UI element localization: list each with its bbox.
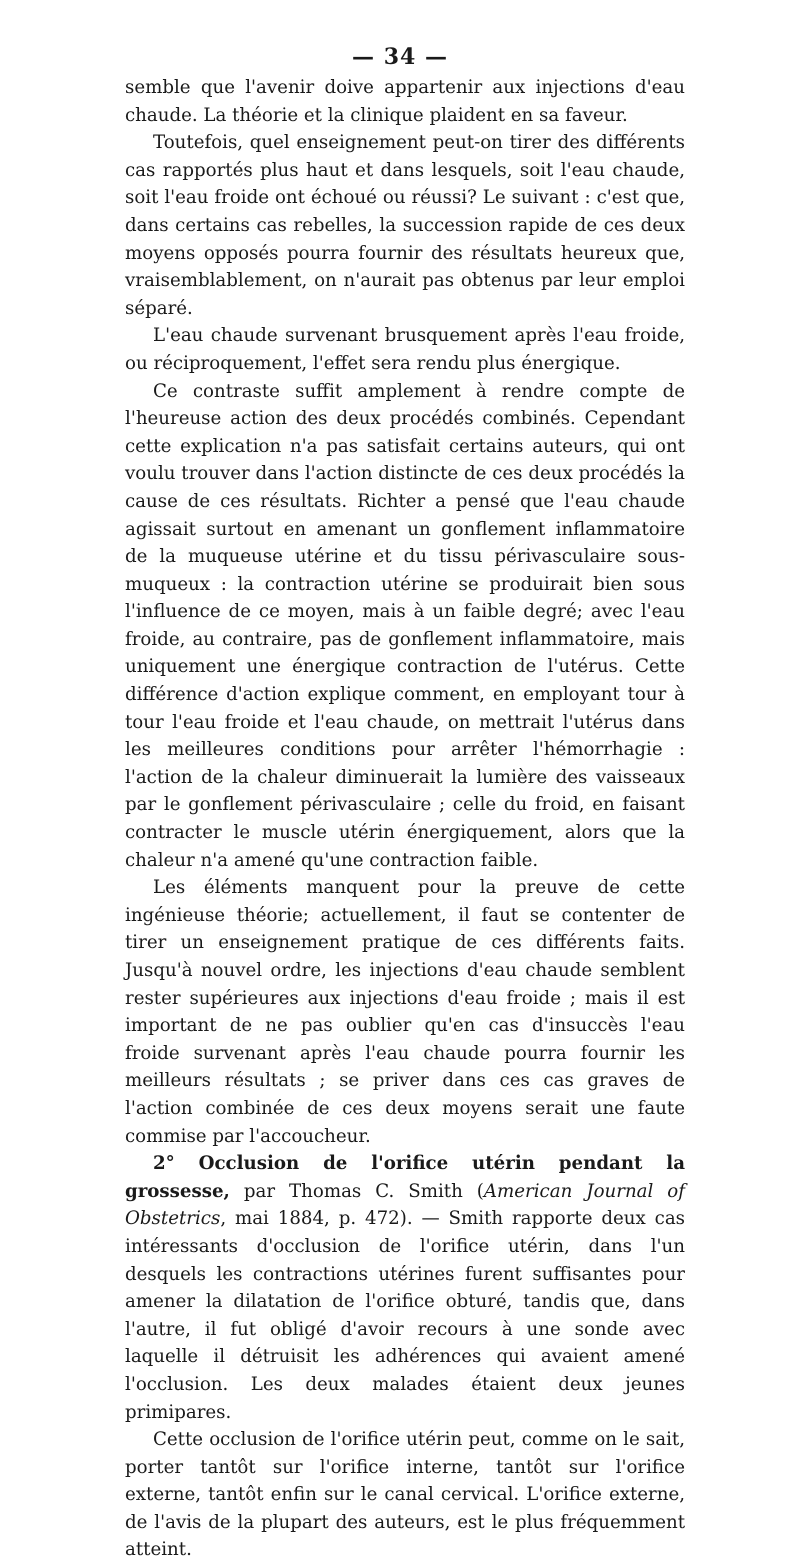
section-text: , mai 1884, p. 472). — Smith rapporte deux cas intéressants d'occlusion de l'orifice utérin, dans l'un desquels les contractions utérines furent suffisantes pour amener la dilatation de l'orifice obturé, tandis que, dans l'autre, il fut obligé d'avoir recours à une sonde avec laquelle il détruisit les adhérences qui avaient amené l'occlusion. Les deux malades étaient deux jeunes primipares.: [125, 1208, 685, 1423]
paragraph: Ce contraste suffit amplement à rendre compte de l'heureuse action des deux procédés combinés. Cependant cette explication n'a pas satisfait certains auteurs, qui ont voulu trouver dans l'action distincte de ces deux procédés la cause de ces résultats. Richter a pensé que l'eau chaude agissait surtout en amenant un gonflement inflammatoire de la muqueuse utérine et du tissu périvasculaire sous-muqueux : la contraction utérine se produirait bien sous l'influence de ce moyen, mais à un faible degré; avec l'eau froide, au contraire, pas de gonflement inflammatoire, mais uniquement une énergique contraction de l'utérus. Cette différence d'action explique comment, en employant tour à tour l'eau froide et l'eau chaude, on mettrait l'utérus dans les meilleures conditions pour arrêter l'hémorrhagie : l'action de la chaleur diminuerait la lumière des vaisseaux par le gonflement périvasculaire ; celle du froid, en faisant contracter le muscle utérin énergiquement, alors que la chaleur n'a amené qu'une contraction faible.: [125, 380, 685, 871]
section-author: par Thomas C. Smith (: [229, 1180, 484, 1202]
paragraph: L'eau chaude survenant brusquement après l'eau froide, ou réciproquement, l'effet sera rendu plus énergique.: [125, 325, 685, 374]
section-paragraph: [125, 1150, 685, 1426]
paragraph: Toutefois, quel enseignement peut-on tirer des différents cas rapportés plus haut et dans lesquels, soit l'eau chaude, soit l'eau froide ont échoué ou réussi? Le suivant : c'est que, dans certains cas rebelles, la succession rapide de ces deux moyens opposés pourra fournir des résultats heureux que, vraisemblablement, on n'aurait pas obtenus par leur emploi séparé.: [125, 132, 685, 319]
section-title: 2° Occlusion de l'orifice utérin pendant la grossesse,: [125, 1153, 685, 1202]
paragraph: semble que l'avenir doive appartenir aux injections d'eau chaude. La théorie et la clinique plaident en sa faveur.: [125, 77, 685, 126]
body-text: [125, 74, 685, 1564]
paragraph: Les éléments manquent pour la preuve de cette ingénieuse théorie; actuellement, il faut se contenter de tirer un enseignement pratique de ces différents faits. Jusqu'à nouvel ordre, les injections d'eau chaude semblent rester supérieures aux injections d'eau froide ; mais il est important de ne pas oublier qu'en cas d'insuccès l'eau froide survenant après l'eau chaude pourra fournir les meilleurs résultats ; se priver dans ces cas graves de l'action combinée de ces deux moyens serait une faute commise par l'accoucheur.: [125, 877, 685, 1147]
page-number: — 34 —: [352, 44, 448, 70]
journal-title: American Journal of Obstetrics: [125, 1180, 685, 1230]
paragraph: Cette occlusion de l'orifice utérin peut, comme on le sait, porter tantôt sur l'orifice interne, tantôt sur l'orifice externe, tantôt enfin sur le canal cervical. L'orifice externe, de l'avis de la plupart des auteurs, est le plus fréquemment atteint.: [125, 1429, 685, 1561]
